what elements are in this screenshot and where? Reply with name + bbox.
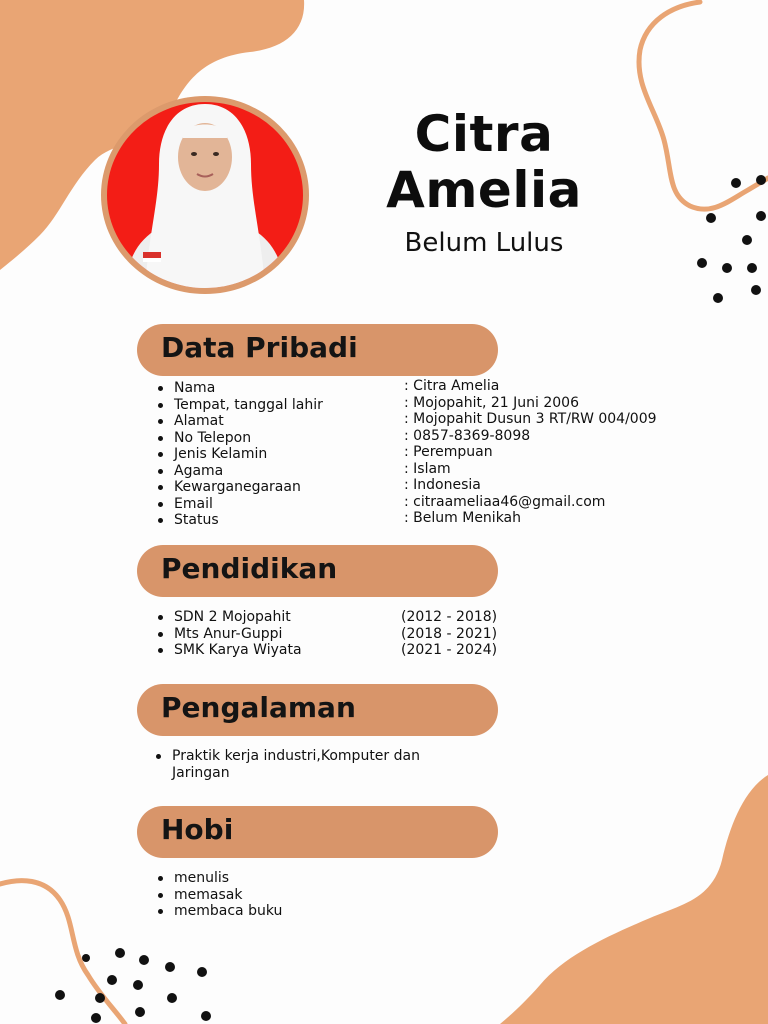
- value-tempat-tanggal-lahir: : Mojopahit, 21 Juni 2006: [404, 394, 579, 411]
- hobby-item: membaca buku: [174, 903, 283, 919]
- section-title: Data Pribadi: [161, 331, 358, 364]
- education-years: [401, 609, 497, 659]
- value-no-telepon: : 0857-8369-8098: [404, 427, 531, 444]
- label-alamat: Alamat: [174, 413, 323, 430]
- school-item: Mts Anur-Guppi: [174, 626, 302, 643]
- experience-line-2: Jaringan: [172, 764, 230, 781]
- name-line-1: Citra: [414, 105, 554, 163]
- top-right-dots: [697, 175, 766, 303]
- school-years: (2012 - 2018): [401, 609, 498, 625]
- label-agama: Agama: [174, 463, 323, 480]
- status-subtitle: Belum Lulus: [404, 228, 564, 258]
- section-title: Pendidikan: [161, 552, 338, 585]
- name-line-2: Amelia: [386, 161, 582, 219]
- label-jenis-kelamin: Jenis Kelamin: [174, 446, 323, 463]
- section-header-pengalaman: [137, 684, 498, 736]
- label-kewarganegaraan: Kewarganegaraan: [174, 479, 323, 496]
- label-nama: Nama: [174, 380, 323, 397]
- section-header-hobi: [137, 806, 498, 858]
- value-jenis-kelamin: : Perempuan: [404, 444, 493, 460]
- section-title: Pengalaman: [161, 691, 356, 724]
- section-title: Hobi: [161, 813, 234, 846]
- school-years: (2021 - 2024): [401, 642, 498, 658]
- label-email: Email: [174, 496, 323, 513]
- experience-list: [172, 748, 420, 781]
- label-status: Status: [174, 512, 323, 529]
- education-list: [174, 609, 302, 659]
- section-header-pendidikan: [137, 545, 498, 597]
- section-header-data-pribadi: [137, 324, 498, 376]
- value-alamat: : Mojopahit Dusun 3 RT/RW 004/009: [404, 411, 657, 427]
- value-email: : citraameliaa46@gmail.com: [404, 493, 606, 510]
- profile-photo-image: [107, 102, 303, 288]
- experience-item: [172, 748, 420, 781]
- hobby-item: memasak: [174, 887, 282, 904]
- top-right-squiggle: [639, 2, 768, 209]
- school-item: SMK Karya Wiyata: [174, 642, 302, 658]
- hobby-list: [174, 870, 282, 920]
- personal-data-labels: [174, 380, 323, 529]
- label-no-telepon: No Telepon: [174, 430, 323, 447]
- profile-photo: [101, 96, 309, 294]
- value-kewarganegaraan: : Indonesia: [404, 477, 481, 493]
- value-status: : Belum Menikah: [404, 510, 522, 526]
- value-agama: : Islam: [404, 460, 451, 477]
- value-nama: : Citra Amelia: [404, 378, 500, 394]
- personal-data-values: [404, 378, 657, 527]
- applicant-name: [384, 106, 584, 218]
- bottom-right-blob: [500, 775, 768, 1024]
- school-item: SDN 2 Mojopahit: [174, 609, 302, 626]
- experience-line-1: Praktik kerja industri,Komputer dan: [172, 748, 420, 764]
- bottom-left-squiggle: [0, 881, 125, 1024]
- school-years: (2018 - 2021): [401, 625, 498, 642]
- hobby-item: menulis: [174, 870, 282, 887]
- label-tempat-tanggal-lahir: Tempat, tanggal lahir: [174, 396, 323, 413]
